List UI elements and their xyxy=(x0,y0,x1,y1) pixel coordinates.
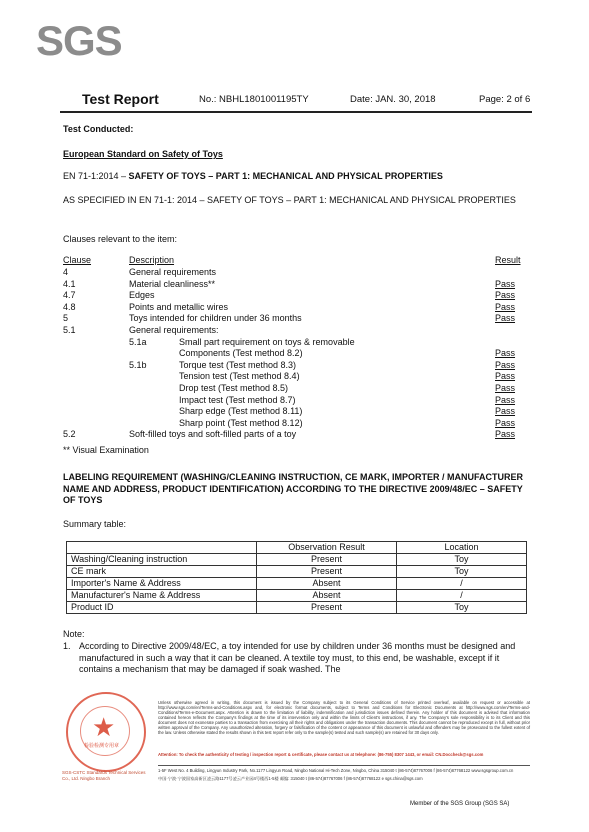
header-rule xyxy=(60,111,532,113)
summary-item: Importer's Name & Address xyxy=(67,578,257,590)
clause-result: Pass xyxy=(495,359,516,370)
summary-observation: Absent xyxy=(257,578,397,590)
summary-label: Summary table: xyxy=(63,519,127,529)
clause-row xyxy=(63,313,533,325)
clause-subnumber: 5.1a xyxy=(129,336,147,347)
clause-result: Pass xyxy=(495,394,516,405)
clause-description: Points and metallic wires xyxy=(129,301,229,312)
clause-row xyxy=(63,360,533,372)
clause-row xyxy=(63,383,533,395)
clause-row xyxy=(63,371,533,383)
summary-observation: Absent xyxy=(257,590,397,602)
standard-title-bold: SAFETY OF TOYS – PART 1: MECHANICAL AND PHYSICAL PROPERTIES xyxy=(128,171,443,181)
report-number: No.: NBHL1801001195TY xyxy=(199,94,309,105)
clause-description: General requirements xyxy=(129,267,217,277)
description-header: Description xyxy=(129,255,175,265)
report-title: Test Report xyxy=(82,91,159,107)
clause-result: Pass xyxy=(495,383,516,393)
clause-result: Pass xyxy=(495,417,516,428)
page-number: Page: 2 of 6 xyxy=(479,94,531,105)
note-1-number: 1. xyxy=(63,641,71,651)
clause-row xyxy=(63,279,533,291)
member-of-sgs: Member of the SGS Group (SGS SA) xyxy=(410,801,510,807)
clause-description: Small part requirement on toys & removable xyxy=(179,336,355,347)
labeling-heading: LABELING REQUIREMENT (WASHING/CLEANING INSTRUCTION, CE MARK, IMPORTER / MANUFACTURER NAME AND ADDRESS, PRODUCT IDENTIFICATION) ACCORDING TO THE DIRECTIVE 2009/48/EC – SAFETY OF TOYS xyxy=(63,472,523,505)
footer-address-en: 1-5F West No. 4 Building, Lingyun Industry Park, No.1177 Lingyun Road, Ningbo National Hi-Tech Zone, Ningbo, China 315040 t (86-574)87767006 f (86-574)87768122 www.sgsgroup.com.cn xyxy=(158,768,514,773)
star-icon: ★ xyxy=(92,712,116,742)
summary-row xyxy=(67,554,527,566)
clause-description: Sharp point (Test method 8.12) xyxy=(179,417,303,428)
summary-row xyxy=(67,590,527,602)
clause-description: Torque test (Test method 8.3) xyxy=(179,359,297,370)
clause-row xyxy=(63,429,533,441)
result-header: Result xyxy=(495,255,521,265)
clause-description: General requirements: xyxy=(129,325,219,335)
footer-address-cn: 中国·宁波·宁波国家高新区凌云路1177号凌云产业园4号楼西1-5楼 邮编: 315040 t (86-574)87767006 f (86-574)87768122 e sgs.china@sgs.com xyxy=(158,776,423,781)
visual-examination-note: ** Visual Examination xyxy=(63,445,149,455)
clause-row xyxy=(63,337,533,349)
clause-number: 5 xyxy=(63,313,69,324)
company-name: SGS-CSTC Standards Technical Services Co., Ltd. Ningbo Branch xyxy=(62,770,146,781)
note-1-text: According to Directive 2009/48/EC, a toy intended for use by children under 36 months must be designed and manufactured in such a way that it can be cleaned. A textile toy must, to this end, be washable, except if it contains a mechanism that may be damaged if soak washed. The xyxy=(79,641,516,674)
footer-rule xyxy=(158,765,530,766)
clause-number: 4.1 xyxy=(63,278,76,289)
summary-location: / xyxy=(397,590,527,602)
summary-row xyxy=(67,578,527,590)
clause-row xyxy=(63,290,533,302)
clause-result: Pass xyxy=(495,290,516,301)
summary-header-row xyxy=(67,542,527,554)
summary-item: Manufacturer's Name & Address xyxy=(67,590,257,602)
report-date: Date: JAN. 30, 2018 xyxy=(350,94,436,105)
summary-header-cell: Observation Result xyxy=(257,542,397,554)
standard-title-prefix: EN 71-1:2014 – xyxy=(63,171,129,181)
clause-row xyxy=(63,267,533,279)
clause-description: Components (Test method 8.2) xyxy=(179,348,303,359)
clause-number: 5.1 xyxy=(63,325,76,335)
clause-description: Edges xyxy=(129,290,155,301)
summary-observation: Present xyxy=(257,602,397,614)
clause-result: Pass xyxy=(495,301,516,312)
clause-description: Drop test (Test method 8.5) xyxy=(179,383,289,393)
clause-row xyxy=(63,406,533,418)
clause-row xyxy=(63,348,533,360)
clause-row xyxy=(63,302,533,314)
clause-description: Impact test (Test method 8.7) xyxy=(179,394,296,405)
clause-description: Toys intended for children under 36 months xyxy=(129,313,302,324)
clauses-header-row xyxy=(63,255,533,267)
clause-description: Tension test (Test method 8.4) xyxy=(179,371,300,382)
summary-observation: Present xyxy=(257,566,397,578)
clause-subnumber: 5.1b xyxy=(129,359,147,370)
summary-location: Toy xyxy=(397,602,527,614)
footer-disclaimer: Unless otherwise agreed in writing, this document is issued by the Company subject to its General Conditions of Service printed overleaf, available on request or accessible at http://www.sgs.com/en/Terms-and-Conditions.aspx and, for electronic format documents, subject to Terms and Conditions for Electronic Documents at http://www.sgs.com/en/Terms-and-Conditions/Terms-e-Document.aspx. Attention is drawn to the limitation of liability, indemnification and jurisdiction issues defined therein. Any holder of this document is advised that information contained hereon reflects the Company's findings at the time of its intervention only and within the limits of Client's instructions, if any. The Company's sole responsibility is to its Client and this document does not exonerate parties to a transaction from exercising all their rights and obligations under the transaction documents. This document cannot be reproduced except in full, without prior written approval of the Company. Any unauthorized alteration, forgery or falsification of the content or appearance of this document is unlawful and offenders may be prosecuted to the fullest extent of the law. Unless otherwise stated the results shown in this test report refer only to the sample(s) tested and such sample(s) are retained for 30 days only. xyxy=(158,700,530,735)
clauses-intro: Clauses relevant to the item: xyxy=(63,234,178,244)
summary-item: Product ID xyxy=(67,602,257,614)
clause-result: Pass xyxy=(495,348,516,359)
summary-location: Toy xyxy=(397,554,527,566)
summary-observation: Present xyxy=(257,554,397,566)
summary-header-cell: Location xyxy=(397,542,527,554)
summary-location: / xyxy=(397,578,527,590)
summary-row xyxy=(67,602,527,614)
test-conducted-label: Test Conducted: xyxy=(63,124,134,134)
clause-number: 4 xyxy=(63,267,69,277)
summary-header-cell xyxy=(67,542,257,554)
summary-table xyxy=(66,541,527,614)
clause-result: Pass xyxy=(495,278,516,289)
clause-row xyxy=(63,395,533,407)
clause-result: Pass xyxy=(495,313,516,324)
sgs-logo: SGS xyxy=(36,17,122,64)
standard-title xyxy=(63,171,443,182)
clause-row xyxy=(63,418,533,430)
summary-item: CE mark xyxy=(67,566,257,578)
clause-number: 4.7 xyxy=(63,290,76,301)
clause-result: Pass xyxy=(495,406,516,417)
clause-result: Pass xyxy=(495,429,516,440)
clause-result: Pass xyxy=(495,371,516,382)
stamp-text: 检验检测专用章 xyxy=(84,743,120,749)
footer-attention: Attention: To check the authenticity of testing / inspection report & certificate, please contact us at telephone: (86-755) 8307 1443, or email: CN.Doccheck@sgs.com xyxy=(158,752,484,757)
clause-number: 5.2 xyxy=(63,429,76,440)
as-specified-text: AS SPECIFIED IN EN 71-1: 2014 – SAFETY OF TOYS – PART 1: MECHANICAL AND PHYSICAL PROPERTIES xyxy=(63,195,516,205)
clause-description: Sharp edge (Test method 8.11) xyxy=(179,406,303,417)
note-label: Note: xyxy=(63,629,85,639)
clause-description: Soft-filled toys and soft-filled parts of a toy xyxy=(129,429,297,440)
clause-header: Clause xyxy=(63,255,92,265)
standard-heading: European Standard on Safety of Toys xyxy=(63,149,223,159)
clause-row xyxy=(63,325,533,337)
summary-location: Toy xyxy=(397,566,527,578)
summary-row xyxy=(67,566,527,578)
summary-item: Washing/Cleaning instruction xyxy=(67,554,257,566)
clause-description: Material cleanliness** xyxy=(129,278,216,289)
clause-number: 4.8 xyxy=(63,301,76,312)
